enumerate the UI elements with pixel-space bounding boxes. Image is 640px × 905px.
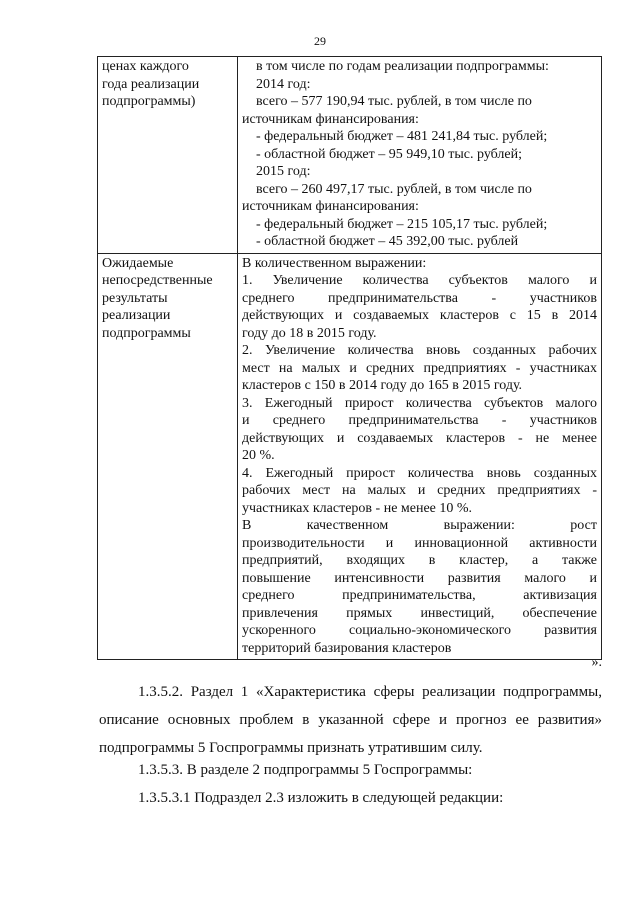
results-line: мест на малых и средних предприятиях - участниках <box>242 360 597 376</box>
funding-line: в том числе по годам реализации подпрограммы: <box>256 59 549 74</box>
funding-line: 2015 год: <box>256 164 311 179</box>
paragraph-line: 1.3.5.2. Раздел 1 «Характеристика сферы реализации подпрограммы, <box>138 684 602 700</box>
row-label-line: Ожидаемые <box>102 255 174 271</box>
results-line: территорий базирования кластеров <box>242 640 452 656</box>
page-number: 29 <box>314 34 326 48</box>
results-line: среднего предпринимательства, активизация <box>242 588 597 603</box>
row-label-line: результаты <box>102 290 168 306</box>
row-label-line: ценах каждого <box>102 59 189 74</box>
row-label-line: непосредственные <box>102 273 213 288</box>
results-line: и среднего предпринимательства - участников <box>242 413 597 428</box>
passport-table <box>97 56 602 660</box>
results-line: участниках кластеров - не менее 10 %. <box>242 500 473 516</box>
results-line: году до 18 в 2015 году. <box>242 325 377 341</box>
results-line: повышение интенсивности развития малого и <box>242 570 597 586</box>
table-row-results <box>98 253 602 660</box>
table-row-funding <box>98 57 602 254</box>
paragraph-line: подпрограммы 5 Госпрограммы признать утратившим силу. <box>99 740 483 756</box>
funding-line: - областной бюджет – 45 392,00 тыс. рублей <box>256 234 519 249</box>
results-line: предприятий, входящих в кластер, а также <box>242 553 597 568</box>
results-line: действующих и создаваемых кластеров - не менее <box>242 430 597 446</box>
results-line: В качественном выражении: рост <box>242 518 597 533</box>
results-line: производительности и инновационной активности <box>242 535 597 551</box>
funding-line: - федеральный бюджет – 215 105,17 тыс. рублей; <box>256 216 548 232</box>
results-line: 20 %. <box>242 448 275 463</box>
results-line: действующих и создаваемых кластеров с 15 в 2014 <box>242 308 597 323</box>
row-label-results <box>98 253 238 660</box>
closing-quote-mark: ». <box>591 655 602 670</box>
funding-line: источникам финансирования: <box>242 199 419 214</box>
funding-line: - федеральный бюджет – 481 241,84 тыс. рублей; <box>256 129 548 144</box>
results-line: 4. Ежегодный прирост количества вновь созданных <box>242 465 597 481</box>
funding-line: источникам финансирования: <box>242 111 419 127</box>
row-label-line: подпрограммы <box>102 325 191 341</box>
results-line: среднего предпринимательства - участников <box>242 290 597 306</box>
funding-line: всего – 260 497,17 тыс. рублей, в том числе по <box>256 181 532 197</box>
row-label-funding <box>98 57 238 254</box>
results-line: 1. Увеличение количества субъектов малого и <box>242 273 597 288</box>
row-content-results <box>238 253 602 660</box>
paragraph-1-3-5-3-1: 1.3.5.3.1 Подраздел 2.3 изложить в следующей редакции: <box>138 790 504 806</box>
row-content-funding <box>238 57 602 254</box>
results-line: 3. Ежегодный прирост количества субъектов малого <box>242 395 597 411</box>
paragraph-line: описание основных проблем в указанной сфере и прогноз ее развития» <box>99 712 602 728</box>
results-line: 2. Увеличение количества вновь созданных рабочих <box>242 343 597 358</box>
row-label-line: года реализации <box>102 76 200 92</box>
results-line: привлечения прямых инвестиций, обеспечение <box>242 605 597 621</box>
results-line: рабочих мест на малых и средних предприятиях - <box>242 483 597 498</box>
funding-line: - областной бюджет – 95 949,10 тыс. рублей; <box>256 146 522 162</box>
paragraph-1-3-5-2 <box>99 678 602 762</box>
results-line: ускоренного социально-экономического развития <box>242 623 597 638</box>
funding-line: 2014 год: <box>256 76 311 92</box>
results-line: кластеров с 150 в 2014 году до 165 в 2015 году. <box>242 378 523 393</box>
row-label-line: реализации <box>102 308 171 323</box>
paragraph-1-3-5-3: 1.3.5.3. В разделе 2 подпрограммы 5 Госпрограммы: <box>138 762 473 778</box>
funding-line: всего – 577 190,94 тыс. рублей, в том числе по <box>256 94 532 109</box>
row-label-line: подпрограммы) <box>102 94 196 109</box>
results-line: В количественном выражении: <box>242 255 427 271</box>
